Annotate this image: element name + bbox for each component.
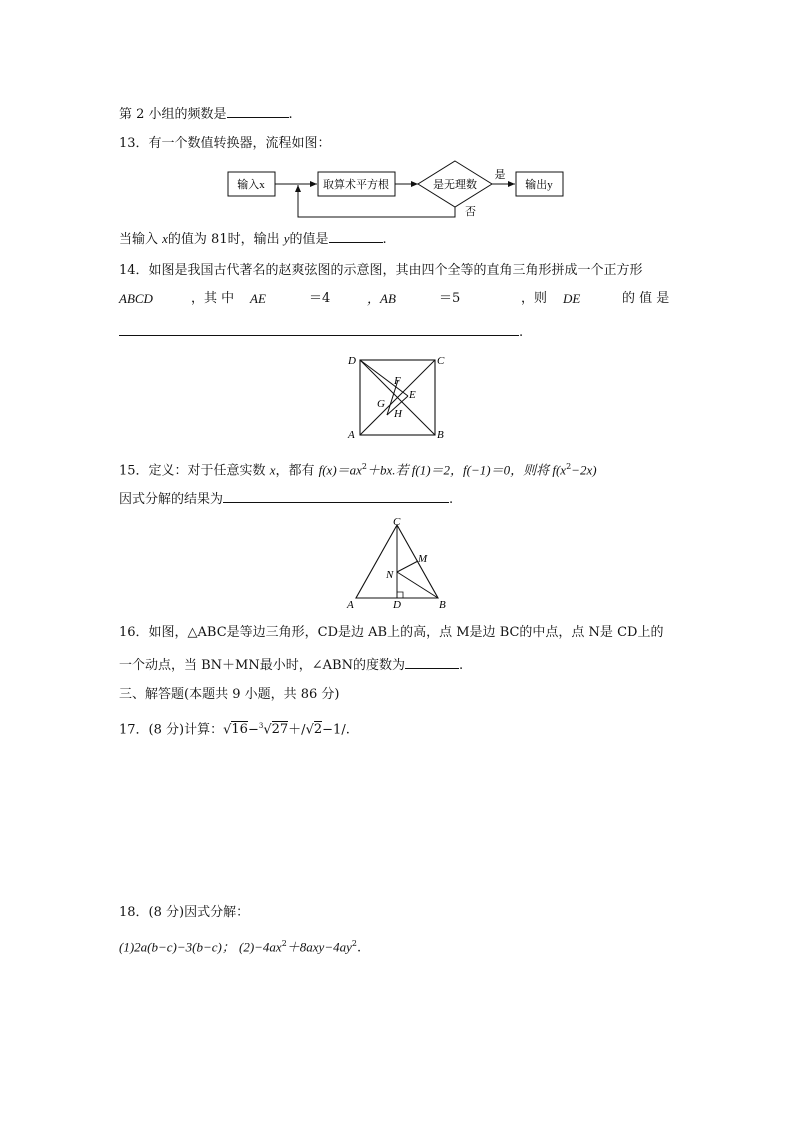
label-G: G bbox=[377, 398, 385, 410]
q14-line1: 14．如图是我国古代著名的赵爽弦图的示意图，其由四个全等的直角三角形拼成一个正方形 bbox=[119, 263, 643, 278]
sqrt-icon: √ bbox=[223, 722, 232, 738]
q17-line bbox=[119, 717, 350, 739]
q13-end: . bbox=[382, 232, 387, 247]
q15-end: . bbox=[449, 492, 454, 507]
q14-ae: AE bbox=[250, 291, 266, 306]
q14-eq4: ＝4 bbox=[309, 291, 331, 306]
q12-end: . bbox=[288, 107, 293, 122]
q14-eq5: ＝5 bbox=[439, 291, 461, 306]
label-H: H bbox=[394, 408, 402, 420]
label-A: A bbox=[347, 599, 354, 611]
q15-sup2: 2 bbox=[361, 462, 368, 471]
q15-duyou: ，都有 bbox=[275, 463, 319, 479]
q15-factor-result: 因式分解的结果为 bbox=[119, 492, 224, 507]
flow-no-label: 否 bbox=[465, 206, 476, 218]
q14-end: . bbox=[519, 325, 524, 340]
label-C: C bbox=[393, 516, 401, 528]
q13-var-y: y bbox=[283, 231, 290, 246]
label-E: E bbox=[409, 389, 416, 401]
q15-sup2b: 2 bbox=[566, 462, 572, 471]
q15-fx2: f(x bbox=[552, 462, 567, 478]
q16-triangle-diagram bbox=[342, 514, 452, 612]
q13-flowchart bbox=[225, 158, 570, 220]
q12-text: 第 2 小组的频数是 bbox=[119, 107, 227, 122]
q15-line1 bbox=[119, 458, 597, 480]
label-B: B bbox=[437, 429, 444, 441]
flow-yes-label: 是 bbox=[494, 169, 506, 181]
q17-minus-one: −1 bbox=[322, 722, 342, 738]
q13-ask-b: 的值为 81时，输出 bbox=[167, 232, 284, 247]
q18-sup2b: 2 bbox=[351, 939, 357, 948]
q14-de: DE bbox=[563, 291, 581, 306]
q18-part2b: ＋8axy−4ay bbox=[286, 939, 352, 955]
q17-prefix: 17．(8 分)计算： bbox=[119, 722, 224, 738]
label-D: D bbox=[393, 599, 401, 611]
label-B: B bbox=[439, 599, 446, 611]
flow-output-label: 输出y bbox=[525, 179, 553, 191]
flow-decision-label: 是无理数 bbox=[433, 179, 477, 191]
q14-value-is: 的 值 是 bbox=[622, 291, 670, 306]
label-C: C bbox=[437, 355, 445, 367]
flow-input-label: 输入x bbox=[237, 179, 265, 191]
q15-fx: f(x)＝ax bbox=[318, 462, 362, 478]
q12-tail bbox=[119, 104, 293, 124]
q17-plus: ＋ bbox=[288, 722, 302, 738]
q14-then: ，则 bbox=[521, 291, 548, 306]
abs-bar-left-icon: / bbox=[301, 722, 306, 738]
abs-bar-right-icon: / bbox=[341, 722, 346, 738]
q16-answer-blank[interactable] bbox=[405, 655, 459, 669]
q13-answer-blank[interactable] bbox=[329, 229, 383, 243]
segment-nm bbox=[397, 561, 418, 572]
q14-qizhong: ，其 中 bbox=[191, 291, 235, 306]
q18-parts bbox=[119, 935, 361, 957]
q13-ask-a: 当输入 bbox=[119, 232, 163, 247]
right-angle-mark bbox=[397, 592, 403, 598]
q12-answer-blank[interactable] bbox=[227, 104, 289, 118]
q14-zhao-shuang-diagram bbox=[340, 352, 452, 444]
q14-ab: ，AB bbox=[367, 291, 396, 306]
q16-line1: 16．如图，△ABC是等边三角形，CD是边 AB上的高，点 M是边 BC的中点，点 N是 CD上的 bbox=[119, 625, 664, 640]
q17-radicand-27: 27 bbox=[271, 722, 289, 738]
q13-question bbox=[119, 229, 387, 249]
label-F: F bbox=[394, 375, 401, 387]
q18-part2a: (2)−4ax bbox=[238, 939, 282, 955]
line-d-e bbox=[360, 360, 408, 396]
label-M: M bbox=[418, 553, 428, 565]
q15-fx2b: −2x) bbox=[571, 462, 597, 478]
q17-radicand-2: 2 bbox=[313, 722, 323, 738]
label-N: N bbox=[386, 569, 394, 581]
q16-ask: 一个动点，当 BN＋MN最小时，∠ABN的度数为 bbox=[119, 658, 405, 673]
q15-answer-blank[interactable] bbox=[223, 489, 449, 503]
q13-var-x: x bbox=[162, 231, 168, 246]
q14-answer-line bbox=[119, 322, 523, 342]
q17-cube-index: 3 bbox=[258, 722, 264, 730]
q15-def: 15．定义：对于任意实数 bbox=[119, 463, 270, 479]
q18-part1: (1)2a(b−c)−3(b−c)； bbox=[119, 939, 235, 955]
q13-stem: 13．有一个数值转换器，流程如图： bbox=[119, 136, 331, 151]
flow-sqrt-label: 取算术平方根 bbox=[323, 179, 389, 191]
label-A: A bbox=[348, 429, 355, 441]
q13-ask-c: 的值是 bbox=[289, 232, 329, 247]
sqrt2-icon: √ bbox=[305, 722, 314, 738]
label-D: D bbox=[348, 355, 356, 367]
q15-x: x bbox=[269, 462, 276, 478]
q15-condition: ＋bx.若 f(1)＝2，f(−1)＝0，则将 bbox=[367, 462, 553, 478]
q17-minus: − bbox=[247, 722, 259, 738]
q17-radicand-16: 16 bbox=[231, 722, 248, 738]
q14-answer-blank[interactable] bbox=[119, 322, 519, 336]
q16-end: . bbox=[458, 658, 464, 673]
cbrt-icon: √ bbox=[263, 722, 272, 738]
q18-stem: 18．(8 分)因式分解： bbox=[119, 905, 250, 920]
q15-line2 bbox=[119, 489, 453, 509]
q18-sup2: 2 bbox=[281, 939, 287, 948]
q17-end: . bbox=[345, 722, 350, 738]
section-3-heading: 三、解答题(本题共 9 小题，共 86 分) bbox=[119, 687, 340, 702]
q16-line2 bbox=[119, 655, 463, 675]
q18-end: . bbox=[356, 940, 362, 956]
q14-abcd: ABCD bbox=[119, 291, 153, 306]
